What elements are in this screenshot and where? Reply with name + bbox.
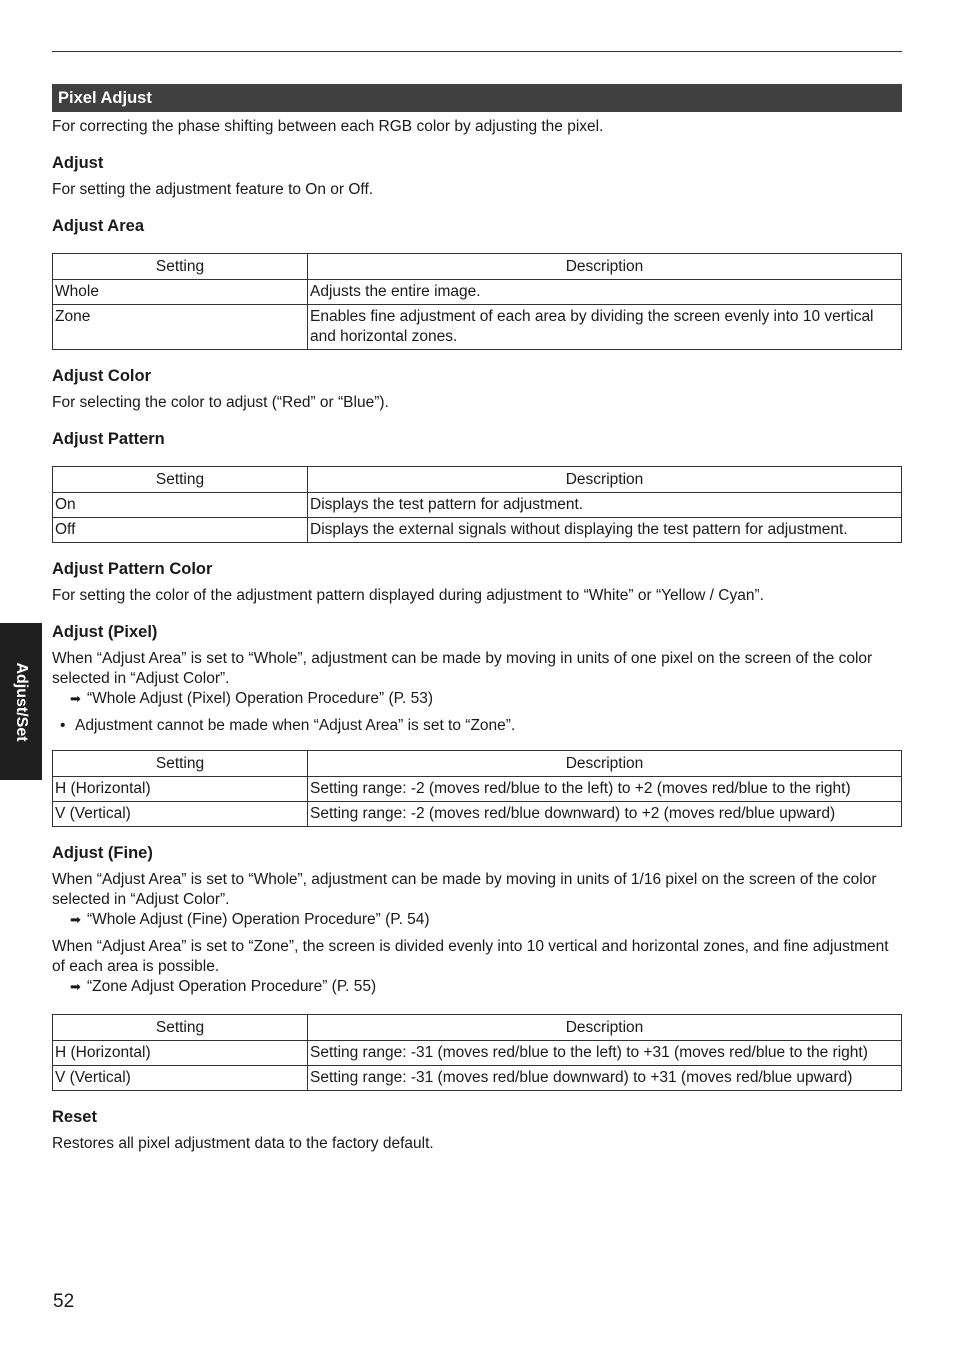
text-adjust-fine-whole: When “Adjust Area” is set to “Whole”, adjustment can be made by moving in units of 1/16 pixel on the screen of the color selected in “Adjust Color”. xyxy=(52,871,877,908)
heading-adjust-color: Adjust Color xyxy=(52,367,151,385)
section-title: Pixel Adjust xyxy=(52,84,902,112)
table-row xyxy=(53,518,902,543)
bullet-dot-icon: • xyxy=(60,717,66,734)
heading-adjust: Adjust xyxy=(52,154,104,172)
right-arrow-icon: ➡ xyxy=(70,912,81,927)
cell-description: Setting range: -2 (moves red/blue to the left) to +2 (moves red/blue to the right) xyxy=(308,777,902,802)
heading-adjust-fine: Adjust (Fine) xyxy=(52,844,153,862)
cell-setting: V (Vertical) xyxy=(53,802,308,827)
cell-description: Enables fine adjustment of each area by dividing the screen evenly into 10 vertical and horizontal zones. xyxy=(308,305,902,350)
text-adjust: For setting the adjustment feature to On or Off. xyxy=(52,181,374,198)
header-description: Description xyxy=(308,467,902,493)
heading-adjust-pattern-color: Adjust Pattern Color xyxy=(52,560,213,578)
heading-adjust-pattern: Adjust Pattern xyxy=(52,430,165,448)
note-text: Adjustment cannot be made when “Adjust Area” is set to “Zone”. xyxy=(75,717,516,734)
table-row xyxy=(53,493,902,518)
cell-description: Setting range: -31 (moves red/blue to the left) to +31 (moves red/blue to the right) xyxy=(308,1041,902,1066)
table-row xyxy=(53,777,902,802)
text-adjust-fine-zone: When “Adjust Area” is set to “Zone”, the screen is divided evenly into 10 vertical and horizontal zones, and fine adjustment of each area is possible. xyxy=(52,938,889,975)
note-item xyxy=(52,716,902,736)
table-header-row xyxy=(53,254,902,280)
table-row xyxy=(53,802,902,827)
header-description: Description xyxy=(308,1015,902,1041)
table-header-row xyxy=(53,751,902,777)
reference-link[interactable] xyxy=(52,910,902,930)
header-setting: Setting xyxy=(53,254,308,280)
cell-setting: Whole xyxy=(53,280,308,305)
table-adjust-fine xyxy=(52,1014,902,1091)
text-adjust-pixel: When “Adjust Area” is set to “Whole”, adjustment can be made by moving in units of one pixel on the screen of the color selected in “Adjust Color”. xyxy=(52,650,873,687)
text-adjust-color: For selecting the color to adjust (“Red” or “Blue”). xyxy=(52,394,389,411)
text-reset: Restores all pixel adjustment data to the factory default. xyxy=(52,1135,434,1152)
chapter-label: Adjust/Set xyxy=(13,661,30,742)
chapter-side-tab xyxy=(0,623,42,780)
table-header-row xyxy=(53,467,902,493)
cell-setting: H (Horizontal) xyxy=(53,777,308,802)
right-arrow-icon: ➡ xyxy=(70,691,81,706)
table-row xyxy=(53,280,902,305)
cell-setting: On xyxy=(53,493,308,518)
header-rule xyxy=(52,51,902,52)
right-arrow-icon: ➡ xyxy=(70,979,81,994)
reference-link[interactable] xyxy=(52,689,902,709)
text-adjust-pattern-color: For setting the color of the adjustment pattern displayed during adjustment to “White” or “Yellow / Cyan”. xyxy=(52,587,764,604)
heading-adjust-area: Adjust Area xyxy=(52,217,144,235)
section-intro: For correcting the phase shifting between each RGB color by adjusting the pixel. xyxy=(52,118,604,135)
heading-reset: Reset xyxy=(52,1108,97,1126)
cell-description: Displays the test pattern for adjustment. xyxy=(308,493,902,518)
header-setting: Setting xyxy=(53,751,308,777)
cell-setting: Zone xyxy=(53,305,308,350)
table-row xyxy=(53,1041,902,1066)
table-adjust-pixel xyxy=(52,750,902,827)
cell-setting: Off xyxy=(53,518,308,543)
table-adjust-pattern xyxy=(52,466,902,543)
cell-setting: H (Horizontal) xyxy=(53,1041,308,1066)
cell-description: Setting range: -31 (moves red/blue downward) to +31 (moves red/blue upward) xyxy=(308,1066,902,1091)
table-header-row xyxy=(53,1015,902,1041)
page-number: 52 xyxy=(53,1291,75,1312)
page-content xyxy=(52,84,902,1154)
cell-description: Adjusts the entire image. xyxy=(308,280,902,305)
header-setting: Setting xyxy=(53,1015,308,1041)
table-row xyxy=(53,305,902,350)
table-adjust-area xyxy=(52,253,902,350)
header-description: Description xyxy=(308,751,902,777)
header-setting: Setting xyxy=(53,467,308,493)
reference-text: “Whole Adjust (Fine) Operation Procedure” (P. 54) xyxy=(87,911,430,928)
heading-adjust-pixel: Adjust (Pixel) xyxy=(52,623,158,641)
reference-text: “Zone Adjust Operation Procedure” (P. 55) xyxy=(87,978,377,995)
table-row xyxy=(53,1066,902,1091)
cell-description: Displays the external signals without displaying the test pattern for adjustment. xyxy=(308,518,902,543)
reference-link[interactable] xyxy=(52,977,902,997)
cell-setting: V (Vertical) xyxy=(53,1066,308,1091)
cell-description: Setting range: -2 (moves red/blue downward) to +2 (moves red/blue upward) xyxy=(308,802,902,827)
reference-text: “Whole Adjust (Pixel) Operation Procedure” (P. 53) xyxy=(87,690,434,707)
header-description: Description xyxy=(308,254,902,280)
